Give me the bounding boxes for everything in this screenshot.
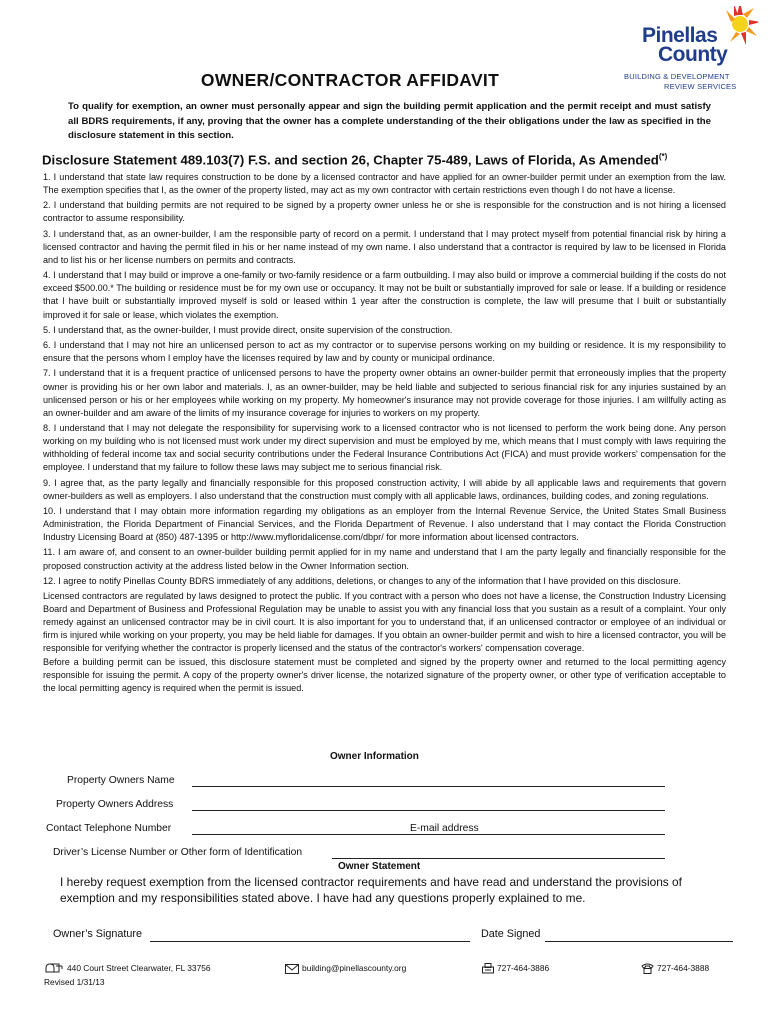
disclosure-item-9: 9. I agree that, as the party legally and financially responsible for this proposed construction activity, I will abide by all applicable laws and requirements that govern owner-builders as well as employers. I also understand that the construction must comply with all applicable laws, ordinances, building codes, and zoning regulations. [43, 477, 726, 501]
logo-subtitle-1: BUILDING & DEVELOPMENT [624, 72, 730, 81]
envelope-icon [285, 964, 299, 974]
date-signed-label: Date Signed [481, 928, 541, 940]
logo-word-county: County [658, 43, 728, 66]
intro-paragraph: To qualify for exemption, an owner must personally appear and sign the building permit application and the permit receipt and must satisfy all BDRS requirements, if any, proving that the owner has a complete understanding of the their obligations under the law as specified in the disclosure statement in this section. [68, 101, 711, 141]
disclosure-heading [42, 152, 742, 167]
closing-paragraph-2: Before a building permit can be issued, this disclosure statement must be completed and signed by the property owner and returned to the local permitting agency responsible for issuing the permit. A copy of the property owner's driver license, the notarized signature of the property owner, or other type of verification acceptable to the local permitting agency is required when the permit is issued. [43, 656, 726, 693]
owner-statement-text: I hereby request exemption from the licensed contractor requirements and have read and understand the provisions of exemption and my responsibilities stated above. I have had any questions properly explained to me. [60, 875, 682, 905]
owner-name-field[interactable] [192, 786, 665, 787]
owner-address-label: Property Owners Address [56, 799, 174, 810]
date-signed-field[interactable] [545, 941, 733, 942]
license-field[interactable] [332, 858, 665, 859]
owner-name-label: Property Owners Name [67, 775, 175, 786]
logo-word-pinellas: Pinellas [642, 24, 718, 47]
closing-text [43, 590, 726, 695]
disclosure-items [43, 171, 726, 695]
disclosure-item-12: 12. I agree to notify Pinellas County BDRS immediately of any additions, deletions, or changes to any of the information that I have provided on this disclosure. [43, 575, 681, 586]
owner-statement-title: Owner Statement [338, 861, 421, 872]
disclosure-item-2: 2. I understand that building permits are not required to be signed by a property owner unless he or she is responsible for the construction and is not hiring a licensed contractor to assume responsibility. [43, 200, 726, 224]
telephone-icon [641, 963, 654, 974]
footer-phone-text: 727-464-3888 [657, 963, 710, 973]
license-label: Driver’s License Number or Other form of Identification [53, 847, 303, 858]
footer-fax-text: 727-464-3886 [497, 963, 550, 973]
signature-label: Owner’s Signature [53, 928, 143, 940]
footer-address [44, 963, 211, 974]
signature-field[interactable] [150, 941, 470, 942]
disclosure-heading-mark: (*) [658, 152, 668, 161]
disclosure-item-7: 7. I understand that it is a frequent practice of unlicensed persons to have the property owner obtains an owner-builder permit that erroneously implies that the property owner is providing his or her own labor and materials. I, as an owner-builder, may be held liable and subjected to serious financial risk for any injuries sustained by an unlicensed person or his or her employees while working on my property. My homeowner's insurance may not provide coverage for those injuries. I am willfully acting as an owner-builder and am aware of the limits of my insurance coverage for injuries to workers on my property. [43, 368, 726, 418]
disclosure-item-3: 3. I understand that, as an owner-builder, I am the responsible party of record on a permit. I understand that I may protect myself from potential financial risk by hiring a licensed contractor and having the permit filed in his or her name instead of my own name. I also understand that a contractor is required by law to be licensed in Florida and to list his or her license numbers on permits and contracts. [43, 228, 726, 265]
disclosure-item-4: 4. I understand that I may build or improve a one-family or two-family residence or a farm outbuilding. I may also build or improve a commercial building if the costs do not exceed $500.00.* The building or residence must be for my own use or occupancy. It may not be built or substantially improved for sale or lease. If a building or residence that I have built or substantially improved myself is sold or leased within 1 year after the construction is complete, the law will presume that I built or substantially improved it for sale or lease, which violates the exemption. [43, 270, 726, 320]
footer-address-text: 440 Court Street Clearwater, FL 33756 [67, 963, 211, 973]
owner-information-title: Owner Information [330, 751, 419, 762]
disclosure-item-1: 1. I understand that state law requires construction to be done by a licensed contractor and have applied for an owner-builder permit under an exemption from the law. The exemption specifies that I, as the owner of the property listed, may act as my own contractor with certain restrictions even though I do not have a license. [43, 172, 726, 196]
disclosure-item-11: 11. I am aware of, and consent to an owner-builder building permit applied for in my name and understand that I am the party legally and financially responsible for the proposed construction activity at the address listed below in the Owner Information section. [43, 547, 726, 571]
page-title: OWNER/CONTRACTOR AFFIDAVIT [200, 70, 500, 90]
disclosure-item-5: 5. I understand that, as the owner-builder, I must provide direct, onsite supervision of the construction. [43, 324, 453, 335]
footer-phone [641, 963, 709, 974]
disclosure-item-6: 6. I understand that I may not hire an unlicensed person to act as my contractor or to supervise persons working on my building or residence. It is my responsibility to ensure that the persons whom I employ have the licenses required by law and by county or municipal ordinance. [43, 340, 726, 364]
mailbox-icon [44, 963, 64, 974]
owner-address-field[interactable] [192, 810, 665, 811]
revised-date: Revised 1/31/13 [44, 977, 105, 987]
disclosure-item-8: 8. I understand that I may not delegate the responsibility for supervising work to a licensed contractor who is not licensed to perform the work being done. Any person working on my building who is not licensed must work under my direct supervision and must be employed by me, which means that I must comply with laws requiring the withholding of federal income tax and social security contributions under the Federal Insurance Contributions Act (FICA) and must provide workers' compensation for the employee. I understand that my failure to follow these laws may subject me to serious financial risk. [43, 423, 726, 473]
footer-fax [482, 963, 549, 974]
closing-paragraph-1: Licensed contractors are regulated by laws designed to protect the public. If you contract with a person who does not have a license, the Construction Industry Licensing Board and Department of Business and Professional Regulation may be unable to assist you with any financial loss that you sustain as a result of a complaint. Your only remedy against an unlicensed contractor may be in civil court. It is also important for you to understand that, if an unlicensed contractor or employee of an individual or firm is injured while working on your property, you may be held liable for damages. If you obtain an owner-builder permit and wish to hire a licensed contractor, you will be responsible for verifying whether the contractor is properly licensed and the status of the contractor's workers' compensation coverage. [43, 591, 726, 654]
disclosure-item-10: 10. I understand that I may obtain more information regarding my obligations as an employer from the Internal Revenue Service, the United States Small Business Administration, the Florida Department of Financial Services, and the Florida Department of Revenue. I also understand that I may contact the Florida Construction Industry Licensing Board at (850) 487-1395 or http://www.myfloridalicense.com/dbpr/ for more information about licensed contractors. [43, 505, 726, 543]
phone-label: Contact Telephone Number [46, 823, 172, 834]
phone-field[interactable] [192, 834, 408, 835]
email-label: E-mail address [410, 823, 479, 834]
email-field[interactable] [408, 834, 665, 835]
disclosure-heading-text: Disclosure Statement 489.103(7) F.S. and section 26, Chapter 75-489, Laws of Florida, As Amended [42, 152, 659, 168]
logo-subtitle-2: REVIEW SERVICES [664, 82, 737, 91]
fax-icon [482, 963, 494, 974]
footer-email[interactable] [285, 963, 406, 974]
footer-email-text[interactable]: building@pinellascounty.org [302, 963, 407, 973]
